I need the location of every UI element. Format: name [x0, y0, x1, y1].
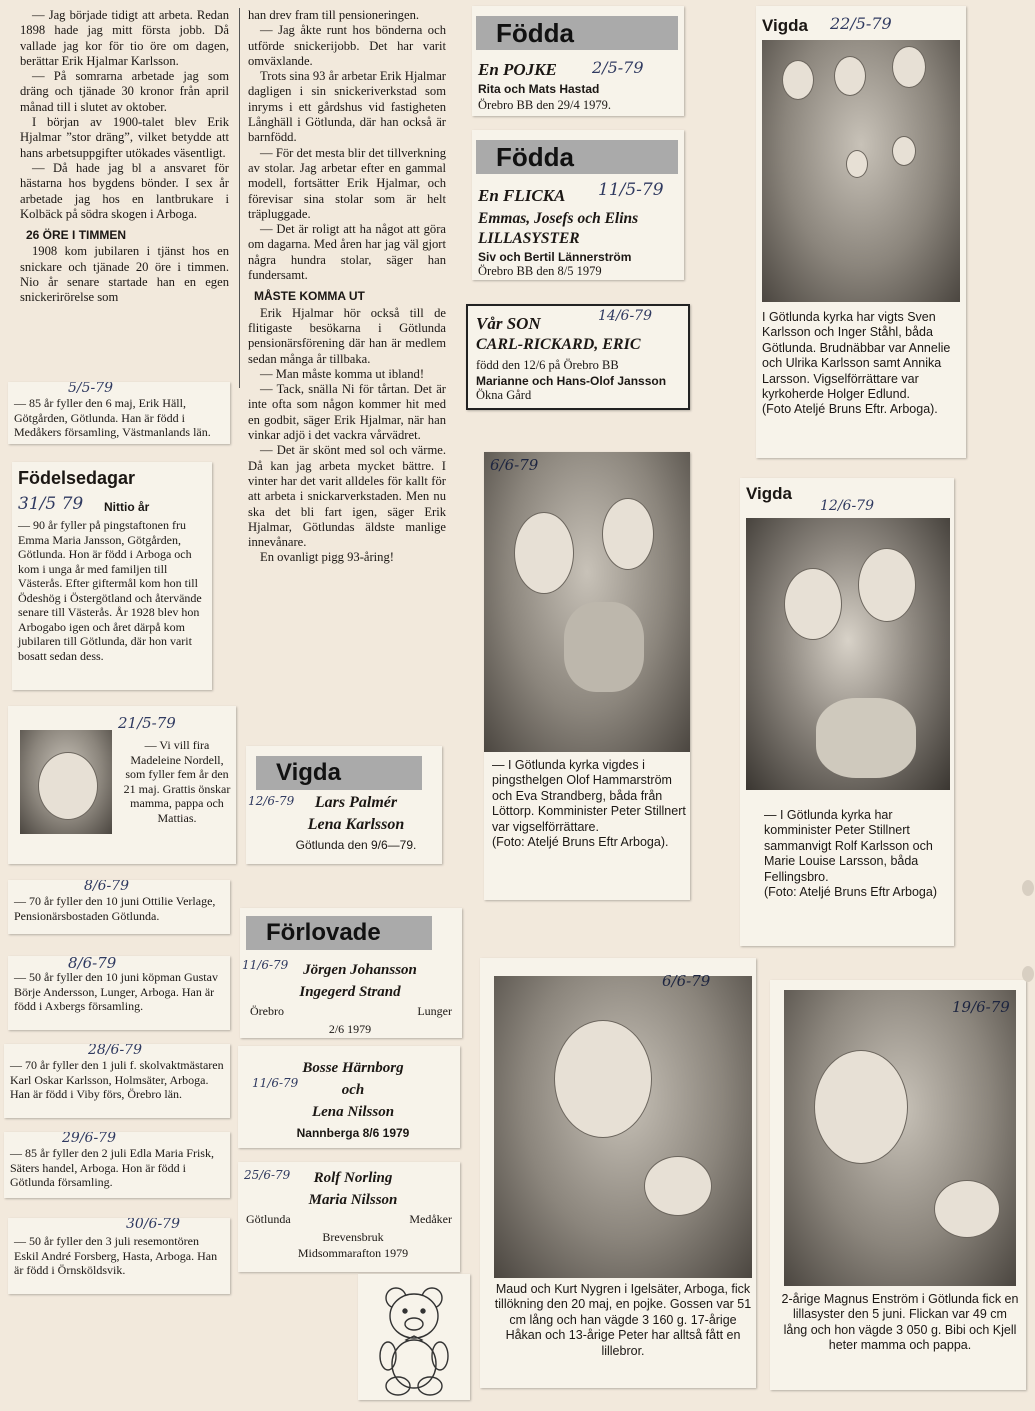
- handwritten-date: 22/5-79: [830, 14, 892, 33]
- clipping-bday-verlage: [8, 880, 230, 934]
- person-name: Ingegerd Strand: [299, 984, 401, 1000]
- clipping-bday-karlsson: [4, 1044, 230, 1118]
- clipping-vigda-palmer: [246, 746, 442, 864]
- photo-caption: [492, 758, 686, 850]
- person-name: Lena Karlsson: [307, 816, 405, 833]
- announcement-subtitle: Nittio år: [104, 500, 150, 514]
- handwritten-date: 5/5-79: [68, 382, 114, 396]
- handwritten-date: 19/6-79: [952, 998, 1010, 1016]
- article-paragraph: — Jag åkte runt hos bönderna och utförde snickerijobb. Det har varit omväxlande.: [248, 23, 446, 68]
- photo-caption: Maud och Kurt Nygren i Igelsäter, Arboga, fick tillökning den 20 maj, en pojke. Gossen var 51 cm lång och han vägde 3 160 g. 17-årige Håkan och 13-årige Peter har alltså fått en lillebror.: [494, 1282, 752, 1358]
- announcement-text: — 90 år fyller på pingstaftonen fru Emma Maria Jansson, Götgården, Götlunda. Hon är född i Arboga och kom i unga år med familjen till Västerås. Efter giftermål kom hon till Ödeshög i Östergötland och återvände senare till Västerås. År 1928 blev hon Arbogabo igen och året därpå kom jubilaren till Götlunda, där hon varit bosatt sedan dess.: [18, 518, 202, 663]
- baby-face: [934, 1180, 1000, 1238]
- place-left: Örebro: [250, 1004, 284, 1018]
- clipping-wedding-hammarstrom: [484, 452, 690, 900]
- clipping-forlovade-harnborg: [238, 1046, 460, 1148]
- section-title: Födda: [476, 140, 678, 174]
- wedding-photo: [762, 40, 960, 302]
- announcement-text: — 70 år fyller den 10 juni Ottilie Verlage, Pensionärsbostaden Götlunda.: [14, 894, 216, 923]
- clipping-teddy-bear: [358, 1274, 470, 1400]
- person-name: Jörgen Johansson: [303, 962, 417, 978]
- birth-headline: En FLICKA: [478, 186, 566, 205]
- place-date: Nannberga 8/6 1979: [296, 1126, 410, 1140]
- article-paragraph: — Jag började tidigt att arbeta. Redan 1898 hade jag mitt första jobb. Då vallade jag kor för tio öre om dagen, berättar Erik Hjalmar Karlsson.: [20, 8, 229, 68]
- clipping-bday-andersson: [8, 956, 230, 1030]
- article-paragraph: — Man måste komma ut ibland!: [260, 366, 425, 381]
- photo-credit: (Foto: Ateljé Bruns Eftr Arboga): [764, 885, 937, 900]
- article-paragraph: 1908 kom jubilaren i tjänst hos en snickare och tjänade 20 öre i timmen. Nio år senare startade han en egen snickerirörelse som: [20, 244, 229, 305]
- teddy-bear-icon: [358, 1274, 470, 1400]
- article-column-2: [248, 8, 446, 566]
- child-name: CARL-RICKARD, ERIC: [476, 336, 641, 353]
- clipping-bday-hall: [8, 382, 230, 444]
- clipping-forlovade-norling: [238, 1162, 460, 1272]
- caption-text: I Götlunda kyrka har vigts Sven Karlsson och Inger Ståhl, båda Götlunda. Brudnäbbar var Annelie och Ulrika Karlsson samt Annika Larsson. Vigselförrättare var kyrkoherde Holger Edlund.: [762, 310, 951, 402]
- photo-credit: (Foto: Ateljé Bruns Eftr Arboga).: [492, 835, 669, 850]
- clipping-bday-forsberg: [8, 1218, 230, 1294]
- engagement-date: 2/6 1979: [328, 1022, 372, 1036]
- binder-hole: [1022, 966, 1034, 982]
- engagement-date: Midsommarafton 1979: [297, 1246, 409, 1260]
- parents-names: Siv och Bertil Lännerström: [478, 250, 632, 264]
- article-subheading: MÅSTE KOMMA UT: [254, 289, 365, 304]
- binder-hole: [1022, 880, 1034, 896]
- announcement-text: — 70 år fyller den 1 juli f. skolvaktmästaren Karl Oskar Karlsson, Holmsäter, Arboga. Han är född i Viby förs, Örebro län.: [10, 1058, 224, 1101]
- section-title: Vigda: [746, 484, 792, 503]
- siblings-line: Emmas, Josefs och Elins: [478, 210, 639, 227]
- announcement-text: — Vi vill fira Madeleine Nordell, som fyller fem år den 21 maj. Grattis önskar mamma, pappa och Mattias.: [123, 738, 231, 825]
- clipping-magnus-enstrom: [770, 980, 1026, 1390]
- clipping-fodelsedagar: [12, 462, 212, 690]
- person-name: Rolf Norling: [313, 1170, 393, 1186]
- article-paragraph: En ovanligt pigg 93-åring!: [260, 550, 394, 565]
- mother-baby-photo: [494, 972, 752, 1278]
- article-column-1: [20, 8, 229, 306]
- section-title: Vigda: [762, 16, 808, 35]
- clipping-vigda-rolf: [740, 478, 954, 946]
- clipping-forlovade: [240, 908, 462, 1038]
- place-name: Ökna Gård: [476, 388, 532, 402]
- mother-baby-photo: [784, 990, 1016, 1286]
- person-name: Bosse Härnborg: [302, 1060, 404, 1076]
- baby-face: [644, 1156, 712, 1216]
- face: [892, 136, 916, 166]
- clipping-madeleine: [8, 706, 236, 864]
- birth-headline: Vår SON: [476, 314, 541, 333]
- birth-place: Örebro BB den 8/5 1979: [478, 264, 602, 278]
- article-paragraph: Erik Hjalmar hör också till de flitigaste besökarna i Götlunda pensionärsförening där han är medlem sedan många år tillbaka.: [248, 305, 446, 366]
- clipping-bday-frisk: [4, 1132, 230, 1198]
- handwritten-date: 14/6-79: [598, 308, 652, 324]
- handwritten-date: 6/6-79: [662, 972, 711, 990]
- handwritten-date: 28/6-79: [88, 1044, 142, 1058]
- section-title: Födda: [476, 16, 678, 50]
- place-right: Medåker: [409, 1212, 452, 1226]
- groom-face: [602, 498, 654, 570]
- section-title: Vigda: [256, 756, 422, 790]
- groom-face: [858, 548, 916, 622]
- clipping-vigda-sven: [756, 6, 966, 458]
- place-right: Lunger: [417, 1004, 452, 1018]
- article-subheading: 26 ÖRE I TIMMEN: [26, 228, 127, 243]
- article-paragraph: — Det är roligt att ha något att göra om dagarna. Med åren har jag väl gjort några hundra stolar, säger han fundersamt.: [248, 222, 446, 283]
- face: [38, 752, 98, 820]
- handwritten-date: 11/5-79: [598, 180, 664, 200]
- bouquet: [564, 602, 644, 692]
- handwritten-date: 2/5-79: [592, 58, 644, 77]
- handwritten-date: 12/6-79: [820, 498, 874, 514]
- announcement-text: — 85 år fyller den 2 juli Edla Maria Frisk, Säters handel, Arboga. Hon är född i Götlunda församling.: [10, 1146, 214, 1189]
- section-title: Förlovade: [246, 916, 432, 950]
- handwritten-date: 12/6-79: [248, 794, 295, 808]
- face: [782, 60, 814, 100]
- bouquet: [816, 698, 916, 778]
- parents-names: Rita och Mats Hastad: [478, 82, 600, 96]
- mother-face: [554, 1020, 652, 1138]
- handwritten-date: 25/6-79: [244, 1168, 291, 1182]
- handwritten-date: 11/6-79: [252, 1076, 299, 1090]
- handwritten-date: 8/6-79: [84, 880, 130, 894]
- wedding-photo: [484, 452, 690, 752]
- birth-headline: En POJKE: [478, 60, 557, 79]
- caption-text: — I Götlunda kyrka vigdes i pingsthelgen Olof Hammarström och Eva Strandberg, båda från Löttorp. Komminister Peter Stillnert var vigselförrättare.: [492, 758, 686, 834]
- face: [834, 56, 866, 96]
- column-divider: [239, 8, 240, 388]
- article-paragraph: — För det mesta blir det tillverkning av stolar. Jag arbetar efter en gammal modell, fortsätter Erik Hjalmar, och förevisar sina stolar som är helt träpluggade.: [248, 145, 446, 221]
- place-left: Götlunda: [246, 1212, 291, 1226]
- handwritten-date: 30/6-79: [126, 1218, 180, 1232]
- place-date: Götlunda den 9/6—79.: [295, 838, 417, 852]
- photo-caption: [764, 808, 950, 900]
- bride-face: [514, 512, 574, 594]
- clipping-fodda-pojke: [472, 6, 684, 116]
- person-name: Lena Nilsson: [311, 1104, 395, 1120]
- article-paragraph: — Tack, snälla Ni för tårtan. Det är inte ofta som någon kommer hit med en godbit, säger Erik Hjalmar, när han vinkar adjö i det vackra vårvädret.: [248, 382, 446, 443]
- person-name: Lars Palmér: [314, 794, 398, 811]
- article-paragraph: I början av 1900-talet blev Erik Hjalmar ”stor dräng”, vilket betydde att hans arbetsuppgifter utökades väsentligt.: [20, 115, 229, 160]
- child-photo: [20, 730, 112, 834]
- siblings-line: LILLASYSTER: [478, 230, 580, 247]
- handwritten-date: 8/6-79: [68, 956, 117, 972]
- birth-info: född den 12/6 på Örebro BB: [476, 358, 619, 372]
- article-paragraph: Trots sina 93 år arbetar Erik Hjalmar dagligen i sin snickeriverkstad som inryms i ett gårdshus vid fastigheten Långhäll i Götlunda, där han också är barnfödd.: [248, 69, 446, 145]
- photo-caption: [762, 310, 960, 418]
- clipping-var-son: [466, 304, 690, 410]
- caption-text: — I Götlunda kyrka har komminister Peter Stillnert sammanvigt Rolf Karlsson och Marie Louise Larsson, båda Fellingsbro.: [764, 808, 933, 884]
- face: [892, 46, 926, 88]
- article-paragraph: — På somrarna arbetade jag som dräng och tjänade 30 kronor från april månad till i slutet av oktober.: [20, 69, 229, 114]
- handwritten-date: 31/5 79: [18, 494, 84, 514]
- handwritten-date: 29/6-79: [62, 1132, 116, 1146]
- section-title: Födelsedagar: [18, 468, 136, 488]
- handwritten-date: 21/5-79: [118, 714, 176, 732]
- bride-face: [784, 568, 842, 640]
- clipping-maud-nygren: [480, 958, 756, 1388]
- announcement-text: — 85 år fyller den 6 maj, Erik Häll, Götgården, Götlunda. Han är född i Medåkers församling, Västmanlands län.: [14, 396, 211, 439]
- conjunction: och: [341, 1082, 365, 1098]
- wedding-photo: [746, 518, 950, 790]
- mother-face: [814, 1050, 908, 1164]
- article-paragraph: han drev fram till pensioneringen.: [248, 8, 420, 22]
- photo-credit: (Foto Ateljé Bruns Eftr. Arboga).: [762, 402, 938, 417]
- person-name: Maria Nilsson: [308, 1192, 398, 1208]
- birth-place: Örebro BB den 29/4 1979.: [478, 98, 611, 112]
- announcement-text: — 50 år fyller den 3 juli resemontören Eskil André Forsberg, Hasta, Arboga. Han är född i Örnsköldsvik.: [14, 1234, 218, 1277]
- article-paragraph: — Då hade jag bl a ansvaret för hästarna hos bygdens bönder. I sex år arbetade jag hos en lantbrukare i Kolbäck på södra skogen i Arboga.: [20, 160, 229, 221]
- handwritten-date: 6/6-79: [490, 456, 539, 474]
- face: [846, 150, 868, 178]
- handwritten-date: 11/6-79: [242, 958, 289, 972]
- announcement-text: — 50 år fyller den 10 juni köpman Gustav Börje Andersson, Lunger, Arboga. Han är född i Axbergs församling.: [14, 970, 218, 1013]
- place-name: Brevensbruk: [322, 1230, 384, 1244]
- photo-caption: 2-årige Magnus Enström i Götlunda fick en lillasyster den 5 juni. Flickan var 49 cm lång och hon vägde 3 050 g. Bibi och Kjell heter mamma och pappa.: [781, 1292, 1019, 1353]
- parents-names: Marianne och Hans-Olof Jansson: [476, 374, 667, 388]
- article-paragraph: — Det är skönt med sol och värme. Då kan jag arbeta mycket bättre. I vinter har det varit alldeles för kallt för att arbeta i snickarverkstaden. Men nu ska det bli fart igen, säger Erik Hjalmar, Götlundas äldste manlige innevånare.: [248, 443, 446, 550]
- clipping-fodda-flicka: [472, 130, 684, 280]
